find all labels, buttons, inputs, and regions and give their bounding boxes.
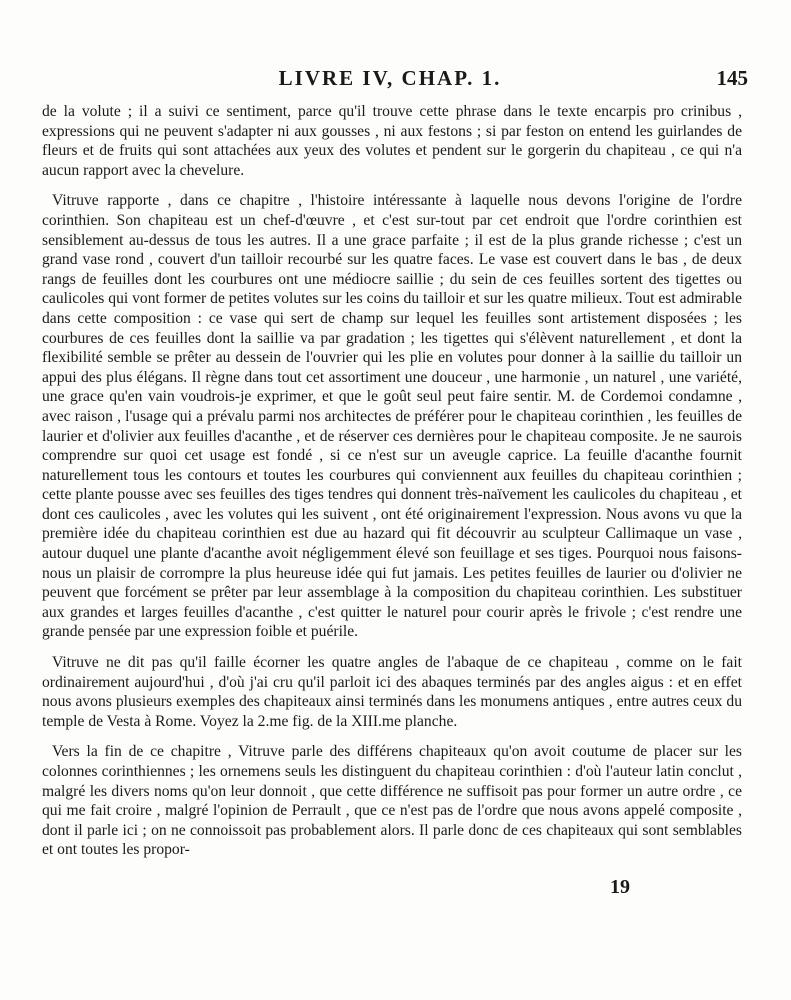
running-header: [40, 66, 748, 90]
signature-mark: 19: [610, 876, 630, 898]
running-title: LIVRE IV, CHAP. 1.: [278, 66, 502, 90]
page-number: 145: [716, 66, 748, 90]
paragraph-corinthian-order: Vitruve rapporte , dans ce chapitre , l'histoire intéressante à laquelle nous devons l'origine de l'ordre corinthien. Son chapiteau est un chef-d'œuvre , et c'est sur-tout par cet endroit que l'ordre corinthien est sensiblement au-dessus de tous les autres. Il a une grace parfaite ; il est de la plus grande richesse ; c'est un grand vase rond , couvert d'un tailloir recourbé sur les quatre faces. Le vase est couvert dans le bas , de deux rangs de feuilles dont les courbures ont une médiocre saillie ; du sein de ces feuilles sortent des tigettes ou caulicoles qui vont former de petites volutes sur les coins du tailloir et sur les quatre milieux. Tout est admirable dans cette composition : ce vase qui sert de champ sur lequel les feuilles sont artistement disposées ; les courbures de ces feuilles dont la saillie va par gradation ; les tigettes qui s'élèvent naturellement , et dont la flexibilité semble se prêter au dessein de l'ouvrier qui les plie en volutes pour donner à la saillie du tailloir un appui des plus élégans. Il règne dans tout cet assortiment une douceur , une harmonie , un naturel , une variété, une grace qu'en vain voudrois-je exprimer, et que le goût seul peut faire sentir. M. de Cordemoi condamne , avec raison , l'usage qui a prévalu parmi nos architectes de préférer pour le chapiteau corinthien , les feuilles de laurier et d'olivier aux feuilles d'acanthe , et de réserver ces dernières pour le chapiteau composite. Je ne saurois comprendre sur quoi cet usage est fondé , si ce n'est sur un aveugle caprice. La feuille d'acanthe fournit naturellement tous les contours et toutes les courbures qui conviennent aux feuilles du chapiteau corinthien ; cette plante pousse avec ses feuilles des tiges tendres qui donnent très-naïvement les caulicoles du chapiteau , et dont ces caulicoles , avec les volutes qui les suivent , ont été originairement l'expression. Nous avons vu que la première idée du chapiteau corinthien est due au hazard qui fit découvrir au sculpteur Callimaque un vase , autour duquel une plante d'acanthe avoit négligemment élevé son feuillage et ses tiges. Pourquoi nous faisons-nous un plaisir de corrompre la plus heureuse idée qui fut jamais. Les petites feuilles de laurier ou d'olivier ne peuvent que forcément se prêter par leur assemblage à la composition du chapiteau corinthien. Les substituer aux grandes et larges feuilles d'acanthe , c'est quitter le naturel pour courir après le frivole ; c'est rendre une grande pensée par une expression foible et puérile.: [42, 192, 742, 641]
paragraph-capitals: Vers la fin de ce chapitre , Vitruve parle des différens chapiteaux qu'on avoit coutume de placer sur les colonnes corinthiennes ; les ornemens seuls les distinguent du chapiteau corinthien : d'où l'auteur latin conclut , malgré les divers noms qu'on leur donnoit , que cette différence ne suffisoit pas pour former un autre ordre , ce qui me fait croire , malgré l'opinion de Perrault , que ce n'est pas de l'ordre que nous avons appelé composite , dont il parle ici ; on ne connoissoit pas probablement alors. Il parle donc de ces chapiteaux qui sont semblables et ont toutes les propor-: [42, 743, 742, 859]
body-text: [42, 102, 742, 871]
paragraph-continuation: de la volute ; il a suivi ce sentiment, parce qu'il trouve cette phrase dans le texte encarpis pro crinibus , expressions qui ne peuvent s'adapter ni aux gousses , ni aux festons ; si par feston on entend les guirlandes de fleurs et de fruits qui sont attachées aux yeux des volutes et pendent sur le gorgerin du chapiteau , ce qui n'a aucun rapport avec la chevelure.: [42, 103, 742, 179]
paragraph-abacus-angles: Vitruve ne dit pas qu'il faille écorner les quatre angles de l'abaque de ce chapiteau , comme on le fait ordinairement aujourd'hui , d'où j'ai cru qu'il parloit ici des abaques terminés par des angles aigus : et en effet nous avons plusieurs exemples des chapiteaux ainsi terminés dans les monumens antiques , entre autres ceux du temple de Vesta à Rome. Voyez la 2.me fig. de la XIII.me planche.: [42, 654, 742, 730]
